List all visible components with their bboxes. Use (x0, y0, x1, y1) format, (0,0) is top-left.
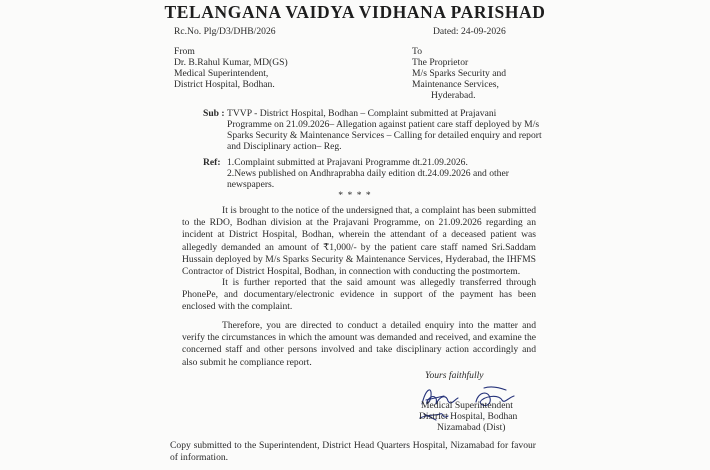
separator-stars: * * * * (338, 190, 372, 201)
subject-line: TVVP - District Hospital, Bodhan – Complaint submitted at Prajavani (227, 108, 497, 119)
body-paragraph: It is brought to the notice of the undersigned that, a complaint has been submitted to the RDO, Bodhan division at the Prajavani Programme, on 21.09.2026 regarding an incident at District Hospital, Bodhan, wherein the attendant of a deceased patient was allegedly demanded an amount of ₹1,000/- by the patient care staff named Sri.Saddam Hussain deployed by M/s Sparks Security & Maintenance Services, Hyderabad, the IHFMS Contractor of District Hospital, Bodhan, in connection with conducting the postmortem. (182, 205, 536, 278)
letter-date: Dated: 24-09-2026 (433, 26, 506, 37)
copy-to-note: Copy submitted to the Superintendent, District Head Quarters Hospital, Nizamabad for favour of information. (170, 440, 536, 464)
from-line: Dr. B.Rahul Kumar, MD(GS) (174, 57, 288, 68)
to-line: Maintenance Services, (412, 79, 499, 90)
reference-number: Rc.No. Plg/D3/DHB/2026 (174, 26, 276, 37)
reference-line: 1.Complaint submitted at Prajavani Programme dt.21.09.2026. (227, 157, 468, 168)
reference-line: 2.News published on Andhraprabha daily edition dt.24.09.2026 and other (227, 168, 509, 179)
reference-line: newspapers. (227, 179, 275, 190)
closing-line: Yours faithfully (425, 370, 484, 381)
reference-label: Ref: (203, 157, 221, 168)
org-title: TELANGANA VAIDYA VIDHANA PARISHAD (164, 2, 546, 22)
to-line: The Proprietor (412, 57, 469, 68)
to-line: M/s Sparks Security and (412, 68, 507, 79)
subject-line: Sparks Security & Maintenance Services – Calling for detailed enquiry and report (227, 130, 542, 141)
from-line: District Hospital, Bodhan. (174, 79, 275, 90)
subject-line: Programme on 21.09.2026– Allegation against patient care staff deployed by M/s (227, 119, 540, 130)
signatory-line: Medical Superintendent (421, 400, 513, 411)
to-line: Hyderabad. (431, 90, 476, 101)
from-label: From (174, 46, 195, 57)
body-paragraph: Therefore, you are directed to conduct a detailed enquiry into the matter and verify the circumstances in which the amount was demanded and received, and examine the concerned staff and other persons involved and take disciplinary action accordingly and also submit he compliance report. (182, 320, 536, 368)
body-paragraph: It is further reported that the said amount was allegedly transferred through PhonePe, and documentary/electronic evidence in support of the payment has been enclosed with the complaint. (182, 277, 536, 313)
signatory-line: District Hospital, Bodhan (419, 411, 518, 422)
subject-line: and Disciplinary action– Reg. (227, 141, 342, 152)
subject-label: Sub : (203, 108, 225, 119)
from-line: Medical Superintendent, (174, 68, 269, 79)
to-label: To (412, 46, 422, 57)
signatory-line: Nizamabad (Dist) (437, 422, 506, 433)
